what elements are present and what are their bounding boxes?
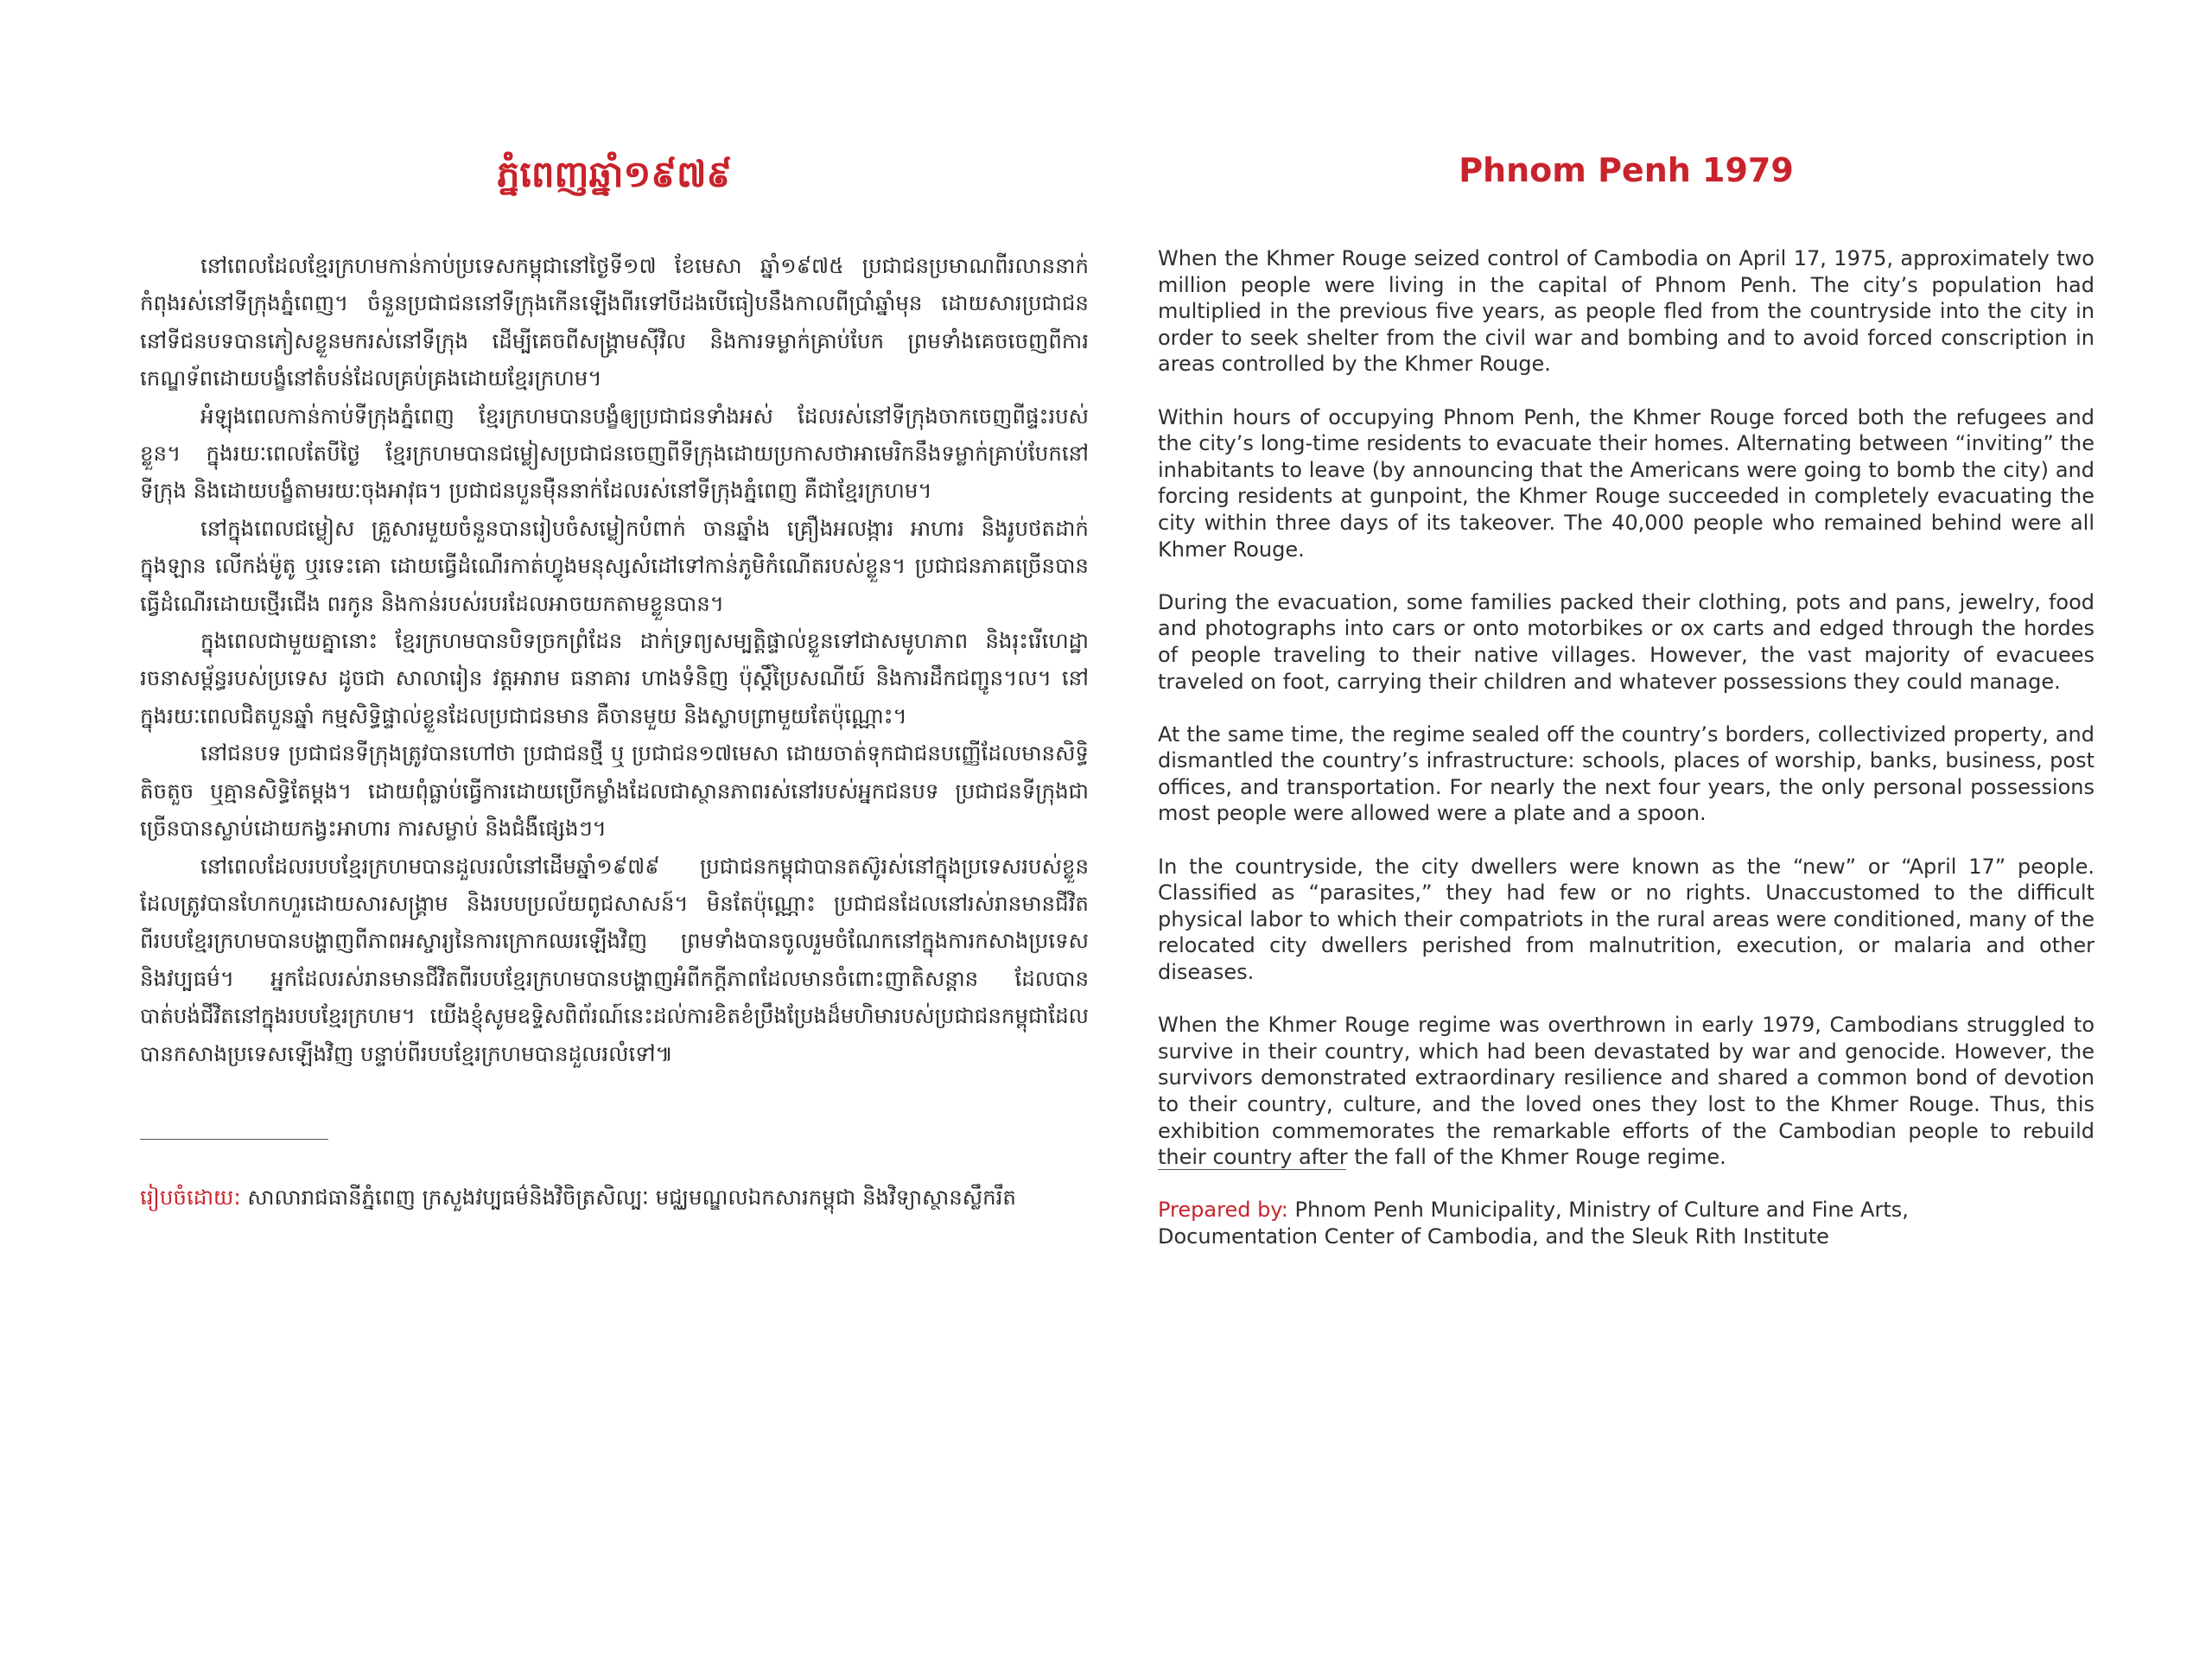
khmer-paragraph: ក្នុងពេលជាមួយគ្នានោះ ខ្មែរក្រហមបានបិទច្រកព្រំដែន ដាក់ទ្រព្យសម្បត្តិផ្ទាល់ខ្លួនទៅជាសមូហភាព និងរុះរើហេដ្ឋារចនាសម្ព័ន្ធរបស់ប្រទេស ដូចជា សាលារៀន វត្តអារាម ធនាគារ ហាងទំនិញ ប៉ុស្តិ៍ប្រៃសណីយ៍ និងការដឹកជញ្ជូន។ល។ នៅក្នុងរយៈពេលជិតបួនឆ្នាំ កម្មសិទ្ធិផ្ទាល់ខ្លួនដែលប្រជាជនមាន គឺចានមួយ និងស្លាបព្រាមួយតែប៉ុណ្ណោះ។ bbox=[140, 628, 1089, 728]
english-paragraph: At the same time, the regime sealed off the country’s borders, collectivized property, and dismantled the country’s infrastructure: schools, places of worship, banks, business, post offices, and transportation. For nearly the next four years, the only personal possessions most people were allowed were a plate and a spoon. bbox=[1158, 721, 2094, 826]
english-credit-line2: Documentation Center of Cambodia, and the Sleuk Rith Institute bbox=[1158, 1224, 1829, 1249]
khmer-body bbox=[140, 247, 1089, 1072]
english-paragraph: When the Khmer Rouge regime was overthrown in early 1979, Cambodians struggled to survive in their country, which had been devastated by war and genocide. However, the survivors demonstrated extraordinary resilience and shared a common bond of devotion to their country, culture, and the loved ones they lost to the Khmer Rouge. Thus, this exhibition commemorates the remarkable efforts of the Cambodian people to rebuild their country after the fall of the Khmer Rouge regime. bbox=[1158, 1013, 2094, 1170]
khmer-paragraph: នៅពេលដែលខ្មែរក្រហមកាន់កាប់ប្រទេសកម្ពុជានៅថ្ងៃទី១៧ ខែមេសា ឆ្នាំ១៩៧៥ ប្រជាជនប្រមាណពីរលាននាក់កំពុងរស់នៅទីក្រុងភ្នំពេញ។ ចំនួនប្រជាជននៅទីក្រុងកើនឡើងពីរទៅបីដងបើធៀបនឹងកាលពីប្រាំឆ្នាំមុន ដោយសារប្រជាជននៅទីជនបទបានភៀសខ្លួនមករស់នៅទីក្រុង ដើម្បីគេចពីសង្គ្រាមស៊ីវិល និងការទម្លាក់គ្រាប់បែក ព្រមទាំងគេចចេញពីការកេណ្ឌទ័ពដោយបង្ខំនៅតំបន់ដែលគ្រប់គ្រងដោយខ្មែរក្រហម។ bbox=[140, 253, 1089, 391]
english-paragraph: Within hours of occupying Phnom Penh, the Khmer Rouge forced both the refugees and the city’s long-time residents to evacuate their homes. Alternating between “inviting” the inhabitants to leave (by announcing that the Americans were going to bomb the city) and forcing residents at gunpoint, the Khmer Rouge succeeded in completely evacuating the city within three days of its takeover. The 40,000 people who remained behind were all Khmer Rouge. bbox=[1158, 404, 2094, 562]
khmer-title: ភ្នំពេញឆ្នាំ១៩៧៩ bbox=[496, 153, 733, 195]
english-footnote-divider bbox=[1158, 1169, 1346, 1170]
english-paragraph: During the evacuation, some families packed their clothing, pots and pans, jewelry, food and photographs into cars or onto motorbikes or ox carts and edged through the hordes of people traveling to their native villages. However, the vast majority of evacuees traveled on foot, carrying their children and whatever possessions they could manage. bbox=[1158, 589, 2094, 694]
khmer-credit-text: សាលារាជធានីភ្នំពេញ ក្រសួងវប្បធម៌និងវិចិត្រសិល្បៈ មជ្ឈមណ្ឌលឯកសារកម្ពុជា និងវិទ្យាស្ថានស្លឹករឹត bbox=[240, 1185, 1016, 1210]
english-title: Phnom Penh 1979 bbox=[1459, 151, 1794, 189]
english-body bbox=[1158, 245, 2094, 1171]
english-paragraph: When the Khmer Rouge seized control of Cambodia on April 17, 1975, approximately two million people were living in the capital of Phnom Penh. The city’s population had multiplied in the previous five years, as people fled from the countryside into the city in order to seek shelter from the civil war and bombing and to avoid forced conscription in areas controlled by the Khmer Rouge. bbox=[1158, 246, 2094, 377]
khmer-credit bbox=[140, 1180, 1089, 1215]
english-credit bbox=[1158, 1197, 2094, 1249]
khmer-footnote-divider bbox=[140, 1139, 328, 1140]
khmer-credit-label: រៀបចំដោយ: bbox=[140, 1185, 241, 1210]
english-credit-label: Prepared by: bbox=[1158, 1198, 1288, 1222]
khmer-paragraph: នៅពេលដែលរបបខ្មែរក្រហមបានដួលរលំនៅដើមឆ្នាំ១៩៧៩ ប្រជាជនកម្ពុជាបានតស៊ូរស់នៅក្នុងប្រទេសរបស់ខ្លួនដែលត្រូវបានហែកហួរដោយសារសង្គ្រាម និងរបបប្រល័យពូជសាសន៍។ មិនតែប៉ុណ្ណោះ ប្រជាជនដែលនៅរស់រានមានជីវិតពីរបបខ្មែរក្រហមបានបង្ហាញពីភាពអស្ចារ្យនៃការក្រោកឈរឡើងវិញ ព្រមទាំងបានចូលរួមចំណែកនៅក្នុងការកសាងប្រទេស និងវប្បធម៌។ អ្នកដែលរស់រានមានជីវិតពីរបបខ្មែរក្រហមបានបង្ហាញអំពីកក្តីភាពដែលមានចំពោះញាតិសន្តាន ដែលបានបាត់បង់ជីវិតនៅក្នុងរបបខ្មែរក្រហម។ យើងខ្ញុំសូមឧទ្ទិសពិព័រណ៍នេះដល់ការខិតខំប្រឹងប្រែងដ៏មហិមារបស់ប្រជាជនកម្ពុជាដែលបានកសាងប្រទេសឡើងវិញ បន្ទាប់ពីរបបខ្មែរក្រហមបានដួលរលំទៅ៕ bbox=[140, 853, 1089, 1066]
khmer-paragraph: នៅជនបទ ប្រជាជនទីក្រុងត្រូវបានហៅថា ប្រជាជនថ្មី ឬ ប្រជាជន១៧មេសា ដោយចាត់ទុកជាជនបញ្ញើដែលមានសិទ្ធិតិចតួច ឬគ្មានសិទ្ធិតែម្តង។ ដោយពុំធ្លាប់ធ្វើការដោយប្រើកម្លាំងដែលជាស្ថានភាពរស់នៅរបស់អ្នកជនបទ ប្រជាជនទីក្រុងជាច្រើនបានស្លាប់ដោយកង្វះអាហារ ការសម្លាប់ និងជំងឺផ្សេងៗ។ bbox=[140, 741, 1089, 842]
english-credit-line1: Phnom Penh Municipality, Ministry of Culture and Fine Arts, bbox=[1287, 1198, 1909, 1222]
english-paragraph: In the countryside, the city dwellers were known as the “new” or “April 17” people. Classified as “parasites,” they had few or no rights. Unaccustomed to the difficult physical labor to which their compatriots in the rural areas were conditioned, many of the relocated city dwellers perished from malnutrition, execution, or malaria and other diseases. bbox=[1158, 854, 2094, 985]
khmer-paragraph: នៅក្នុងពេលជម្លៀស គ្រួសារមួយចំនួនបានរៀបចំសម្លៀកបំពាក់ ចានឆ្នាំង គ្រឿងអលង្ការ អាហារ និងរូបថតដាក់ក្នុងឡាន លើកង់ម៉ូតូ ឬរទេះគោ ដោយធ្វើដំណើរកាត់ហ្វូងមនុស្សសំដៅទៅកាន់ភូមិកំណើតរបស់ខ្លួន។ ប្រជាជនភាគច្រើនបានធ្វើដំណើរដោយថ្មើរជើង ពរកូន និងកាន់របស់របរដែលអាចយកតាមខ្លួនបាន។ bbox=[140, 515, 1089, 616]
khmer-paragraph: អំឡុងពេលកាន់កាប់ទីក្រុងភ្នំពេញ ខ្មែរក្រហមបានបង្ខំឲ្យប្រជាជនទាំងអស់ ដែលរស់នៅទីក្រុងចាកចេញពីផ្ទះរបស់ខ្លួន។ ក្នុងរយៈពេលតែបីថ្ងៃ ខ្មែរក្រហមបានជម្លៀសប្រជាជនចេញពីទីក្រុងដោយប្រកាសថាអាមេរិកនឹងទម្លាក់គ្រាប់បែកនៅទីក្រុង និងដោយបង្ខំតាមរយៈចុងអាវុធ។ ប្រជាជនបួនម៉ឺននាក់ដែលរស់នៅទីក្រុងភ្នំពេញ គឺជាខ្មែរក្រហម។ bbox=[140, 403, 1089, 504]
